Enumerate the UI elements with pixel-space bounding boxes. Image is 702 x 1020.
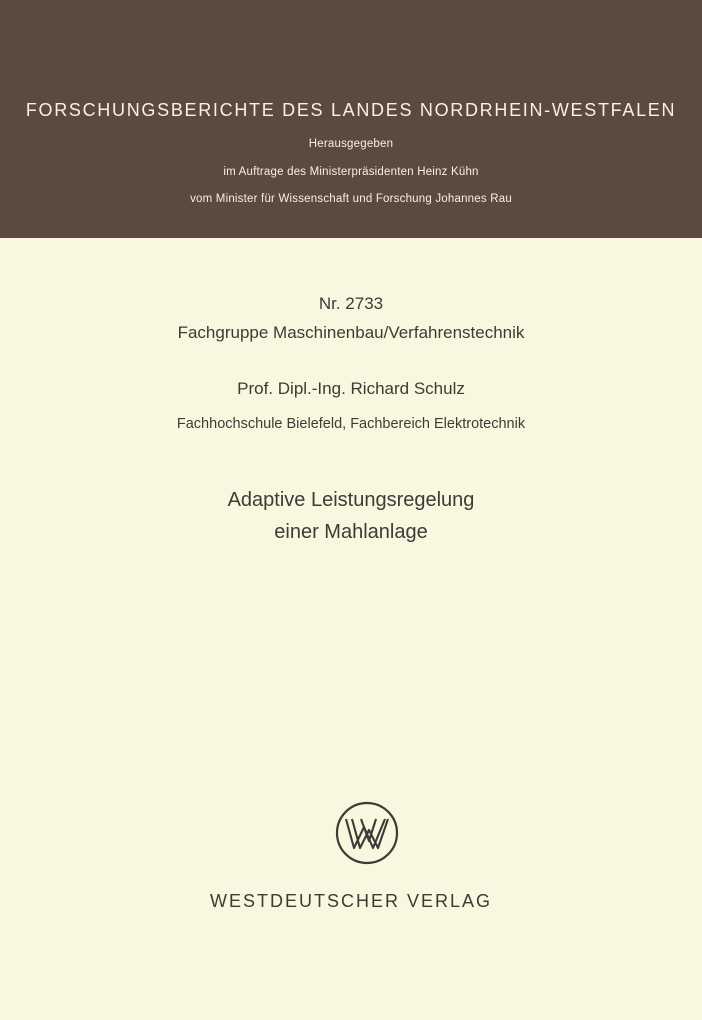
author-name: Prof. Dipl.-Ing. Richard Schulz xyxy=(237,379,465,398)
series-header-band xyxy=(0,0,702,238)
author-affiliation: Fachhochschule Bielefeld, Fachbereich Elektrotechnik xyxy=(176,416,526,432)
publisher-name: WESTDEUTSCHER VERLAG xyxy=(209,891,493,911)
westdeutscher-verlag-logo-icon xyxy=(333,800,401,866)
editor-label: Herausgegeben xyxy=(308,138,394,150)
minister-line: vom Minister für Wissenschaft und Forschung Johannes Rau xyxy=(190,193,512,205)
report-title-line-2: einer Mahlanlage xyxy=(274,521,428,543)
subject-group: Fachgruppe Maschinenbau/Verfahrenstechnik xyxy=(177,323,525,342)
report-title-line-1: Adaptive Leistungsregelung xyxy=(227,489,475,511)
series-title: FORSCHUNGSBERICHTE DES LANDES NORDRHEIN-WESTFALEN xyxy=(25,100,677,120)
report-number: Nr. 2733 xyxy=(318,294,384,313)
mandate-line: im Auftrage des Ministerpräsidenten Heinz Kühn xyxy=(223,166,479,178)
